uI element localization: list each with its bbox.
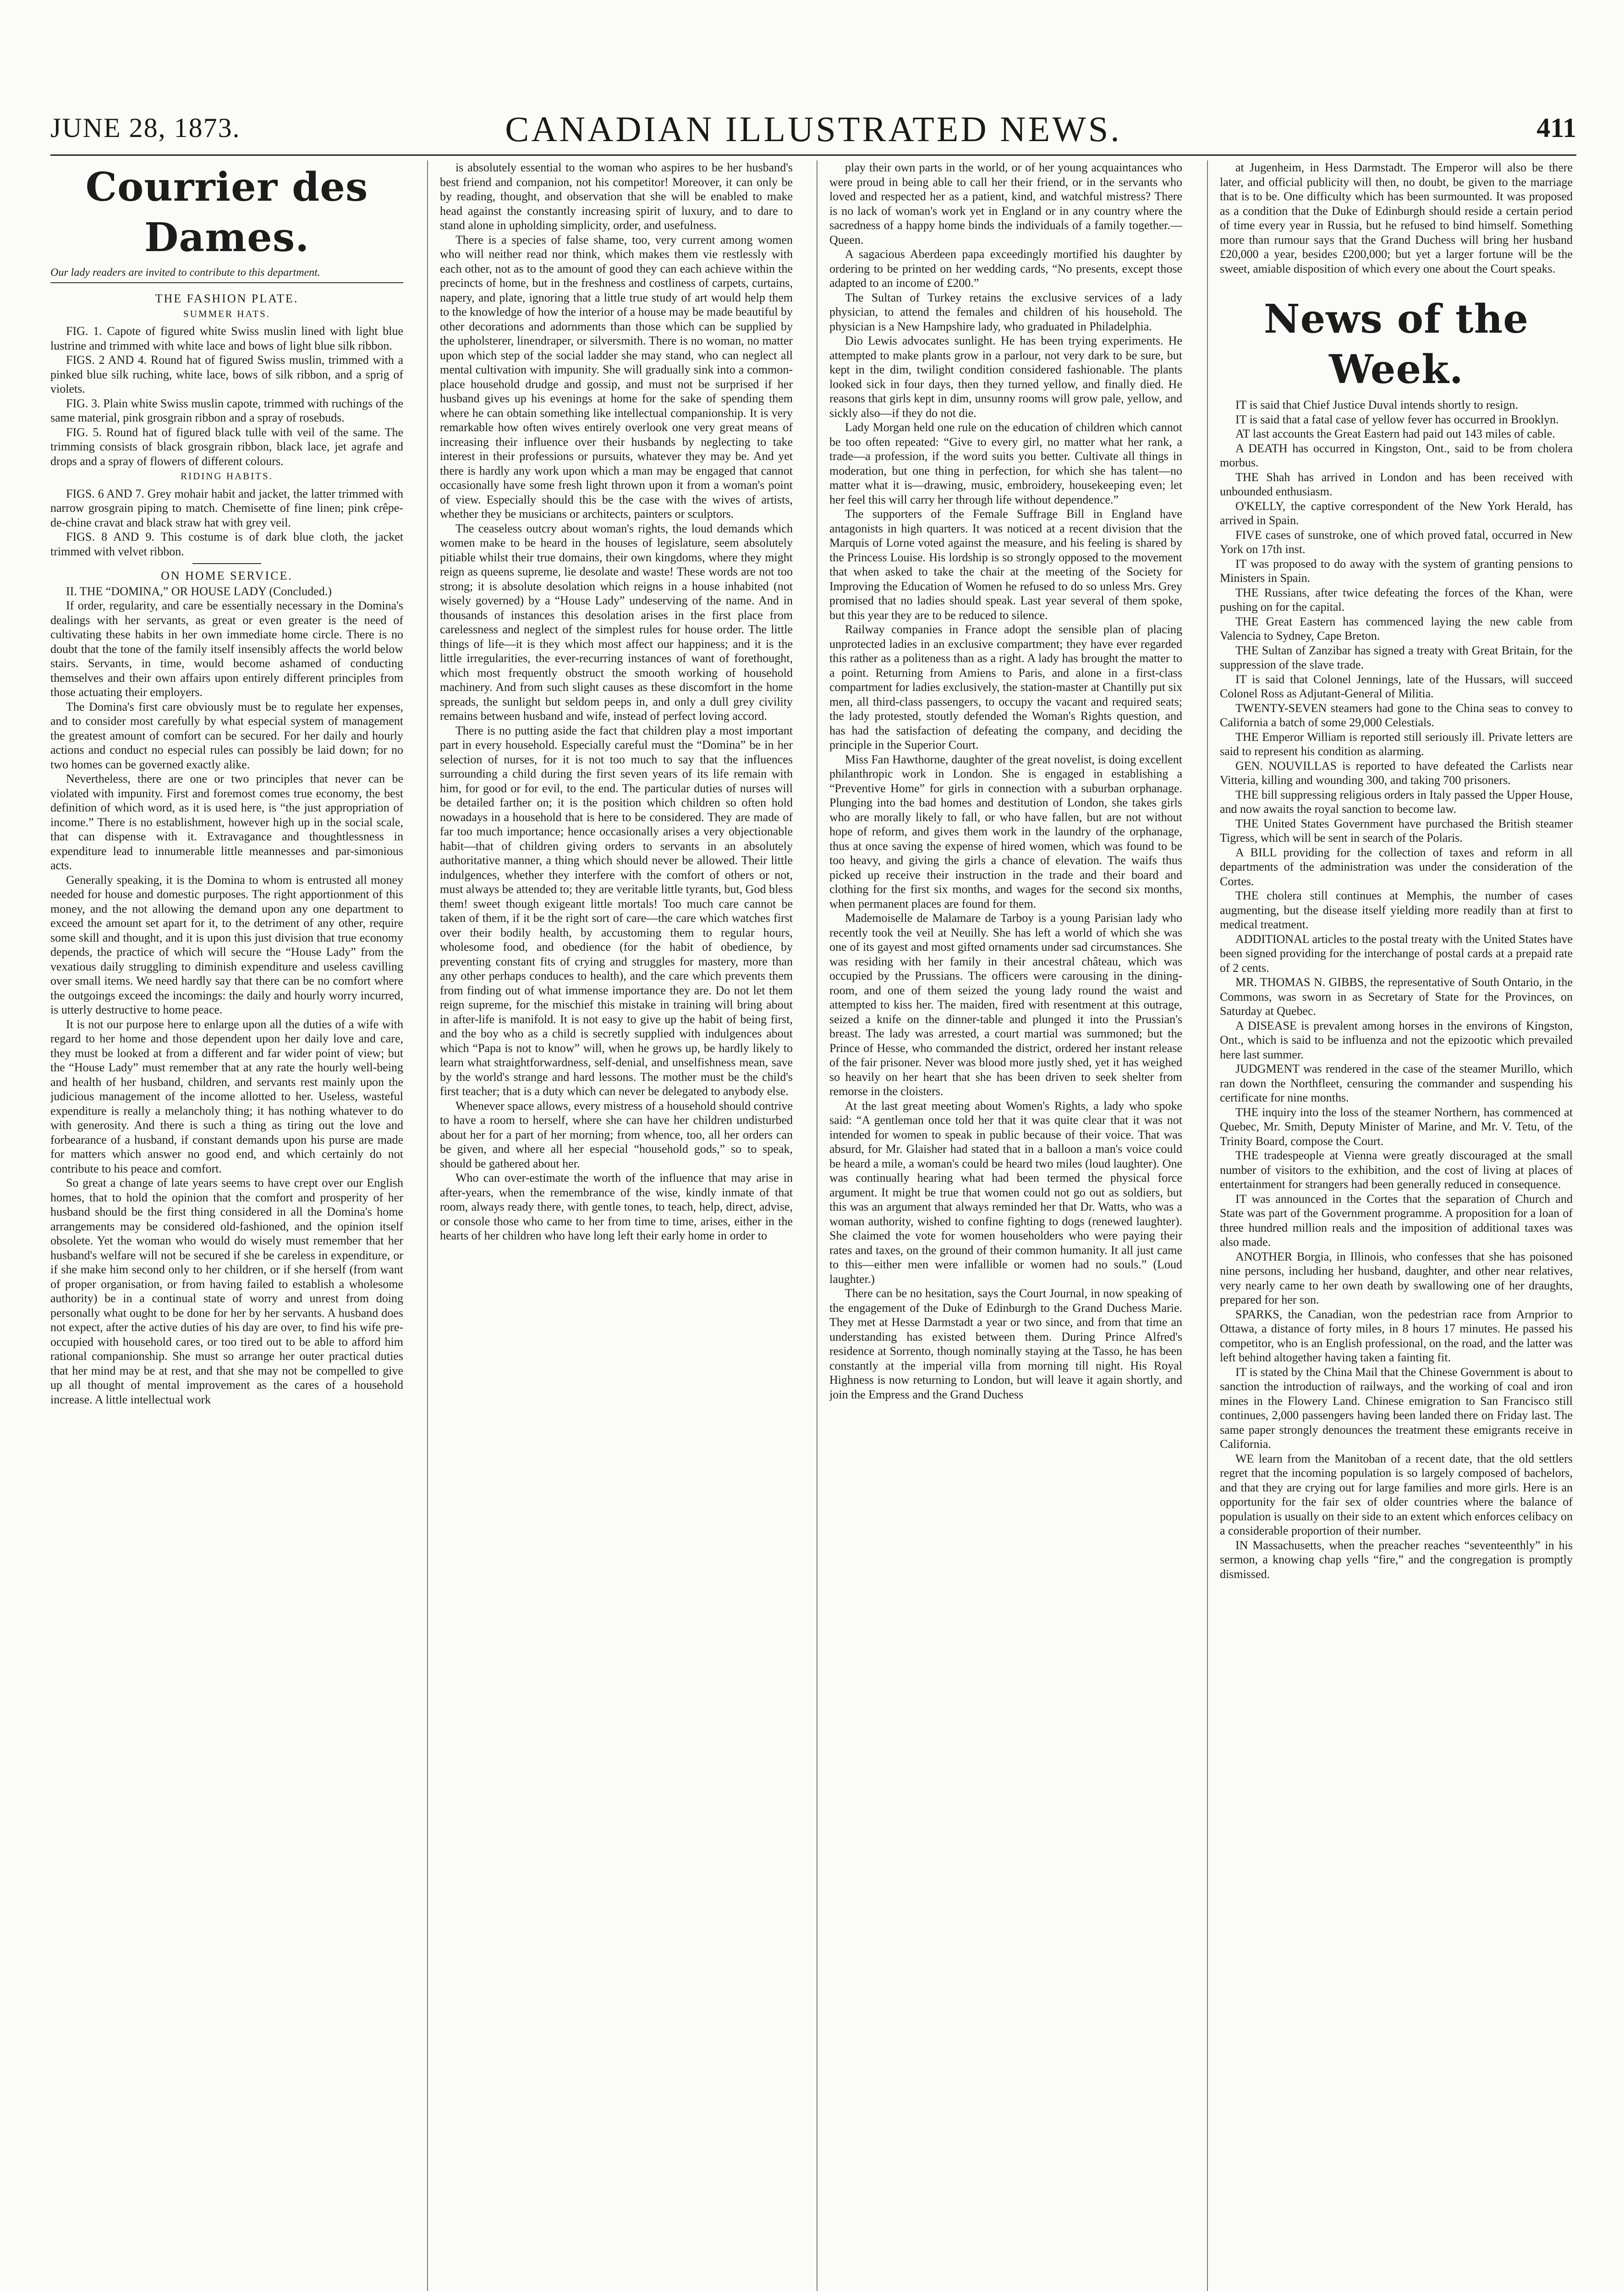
column-4: [1220, 160, 1573, 2291]
summer-hats-heading: SUMMER HATS.: [183, 308, 271, 319]
article-paragraph: At the last great meeting about Women's Rights, a lady who spoke said: “A gentleman once told her that it was quite clear that it was not intended for women to speak in public because of their voice. That was absurd, for Mr. Glaisher had stated that in a balloon a man's voice could be heard a mile, a woman's could be heard two miles (loud laughter). One was continually hearing what had been termed the physical force argument. It might be true that women could not go out as soldiers, but this was an argument that always reminded her that Dr. Watts, who was a woman authority, wished to confine fighting to dogs (renewed laughter). She claimed the vote for women householders who were paying their rates and taxes, on the ground of their common humanity. It all just came to this—either men were infallible or women had no souls.” (Loud laughter.): [829, 1099, 1182, 1286]
news-item: WE learn from the Manitoban of a recent date, that the old settlers regret that the incoming population is so largely composed of bachelors, and that they are crying out for large families and more girls. Here is an opportunity for the fair sex of older countries where the balance of population is usually on their side to an extent which enforces celibacy on a considerable proportion of their number.: [1220, 1452, 1573, 1537]
news-item: FIVE cases of sunstroke, one of which proved fatal, occurred in New York on 17th inst.: [1220, 528, 1573, 556]
page-number: 411: [1536, 113, 1576, 143]
column-3: [829, 160, 1182, 2291]
article-paragraph: There can be no hesitation, says the Court Journal, in now speaking of the engagement of the Duke of Edinburgh to the Grand Duchess Marie. They met at Hesse Darmstadt a year or two since, and from that time an understanding has existed between them. During Prince Alfred's residence at Sorrento, though nominally staying at the Tasso, he has been constantly at the imperial villa from morning till night. His Royal Highness is now returning to London, but will leave it again shortly, and join the Empress and the Grand Duchess: [829, 1287, 1182, 1401]
masthead: [50, 103, 1576, 153]
article-paragraph: Dio Lewis advocates sunlight. He has been trying experiments. He attempted to make plants grow in a parlour, not very dark to be sure, but kept in the dim, twilight condition considered fashionable. The plants looked sick in four days, then they turned yellow, and finally died. He reasons that girls kept in dim, unsunny rooms will grow pale, yellow, and sickly also—if they do not die.: [829, 334, 1182, 420]
news-item: A DEATH has occurred in Kingston, Ont., said to be from cholera morbus.: [1220, 441, 1573, 469]
fashion-item: FIGS. 8 AND 9. This costume is of dark blue cloth, the jacket trimmed with velvet ribbon.: [50, 530, 403, 558]
column-divider: [427, 160, 428, 2291]
section-title-news: News of the Week.: [1264, 296, 1529, 393]
column-divider: [1207, 160, 1208, 2291]
home-service-body: [50, 598, 403, 1407]
news-item: AT last accounts the Great Eastern had paid out 143 miles of cable.: [1235, 427, 1555, 440]
section-divider: [192, 563, 261, 564]
news-item: JUDGMENT was rendered in the case of the steamer Murillo, which ran down the Northfleet, censuring the commander and suspending his certificate for nine months.: [1220, 1062, 1573, 1104]
news-item: GEN. NOUVILLAS is reported to have defeated the Carlists near Vitteria, killing and wounding 300, and taking 700 prisoners.: [1220, 759, 1573, 787]
news-item: IT was proposed to do away with the system of granting pensions to Ministers in Spain.: [1220, 557, 1573, 585]
fashion-item: FIG. 3. Plain white Swiss muslin capote, trimmed with ruchings of the same material, pink grosgrain ribbon and a spray of rosebuds.: [50, 396, 403, 424]
news-item: THE Great Eastern has commenced laying the new cable from Valencia to Sydney, Cape Breton.: [1220, 614, 1573, 642]
column-3-body: [829, 160, 1182, 1402]
riding-habits-list: [50, 487, 403, 559]
article-paragraph: A sagacious Aberdeen papa exceedingly mortified his daughter by ordering to be printed on her wedding cards, “No presents, except those adapted to an income of £200.”: [829, 247, 1182, 290]
news-item: IT is said that Colonel Jennings, late of the Hussars, will succeed Colonel Ross as Adjutant-General of Militia.: [1220, 672, 1573, 700]
article-paragraph: Miss Fan Hawthorne, daughter of the great novelist, is doing excellent philanthropic work in London. She is engaged in establishing a “Preventive Home” for girls in connection with a suburban orphanage. Plunging into the bad homes and destitution of London, she takes girls who are morally likely to fall, or who have fallen, but are not without hope of reform, and gives them work in the laundry of the orphanage, thus at once saving the expense of hired women, which was found to be too heavy, and giving the girls a chance of elevation. The waifs thus picked up receive their instruction in the trade and their board and clothing for the first six months, and wages for the second six months, when permanent places are found for them.: [829, 752, 1182, 910]
news-item: O'KELLY, the captive correspondent of the New York Herald, has arrived in Spain.: [1220, 499, 1573, 527]
article-paragraph: Railway companies in France adopt the sensible plan of placing unprotected ladies in an exclusive compartment; they have ever regarded this rather as a politeness than as a right. A lady has brought the matter to a point. Returning from Amiens to Paris, and alone in a first-class compartment for ladies exclusively, the station-master at Chantilly put six men, all third-class passengers, to occupy the vacant and required seats; the lady protested, stoutly defended the Woman's Rights question, and has had the satisfaction of defeating the company, and deciding the principle in the Superior Court.: [829, 623, 1182, 751]
summer-hats-list: [50, 324, 403, 468]
news-item: THE Shah has arrived in London and has been received with unbounded enthusiasm.: [1220, 470, 1573, 498]
column-4-intro: at Jugenheim, in Hess Darmstadt. The Emperor will also be there later, and official publicity will then, no doubt, be given to the marriage that is to be. One difficulty which has been surmounted. It was proposed as a condition that the Duke of Edinburgh should reside a certain period of time every year in Russia, but he refused to bind himself. Something more than rumour says that the Grand Duchess will bring her husband £20,000 a year, besides £200,000; but yet a larger fortune will be the sweet, amiable disposition of which every one about the Court speaks.: [1220, 161, 1573, 275]
section-invitation: Our lady readers are invited to contribute to this department.: [50, 266, 403, 283]
column-2-body: [440, 160, 793, 1243]
news-item: THE cholera still continues at Memphis, the number of cases augmenting, but the disease itself yielding more readily than at first to medical treatment.: [1220, 889, 1573, 931]
news-items: [1220, 398, 1573, 1581]
news-item: TWENTY-SEVEN steamers had gone to the China seas to convey to California a batch of some 29,000 Celestials.: [1220, 701, 1573, 729]
home-service-subtitle: II. THE “DOMINA,” OR HOUSE LADY (Concluded.): [66, 584, 332, 598]
article-paragraph: If order, regularity, and care be essentially necessary in the Domina's dealings with her servants, as great or even greater is the need of cultivating these habits in her own immediate home circle. There is no doubt that the tone of the family itself insensibly affects the world below stairs. Servants, in time, would become ashamed of conducting themselves and their own affairs upon entirely different principles from those actuating their employers.: [50, 599, 403, 699]
issue-date: JUNE 28, 1873.: [50, 113, 241, 143]
article-paragraph: play their own parts in the world, or of her young acquaintances who were proud in being able to call her their friend, or in the servants who loved and respected her as a patient, kind, and watchful mistress? There is no lack of woman's work yet in England or in any country where the sacredness of a happy home binds the individuals of a family together.—Queen.: [829, 161, 1182, 247]
article-paragraph: Whenever space allows, every mistress of a household should contrive to have a room to herself, where she can have her children undisturbed about her for a part of her morning; from whence, too, all her orders can be given, and where all her especial “household gods,” so to speak, should be gathered about her.: [440, 1099, 793, 1170]
article-paragraph: The supporters of the Female Suffrage Bill in England have antagonists in high quarters. It was noticed at a recent division that the Marquis of Lorne voted against the measure, and his feeling is shared by the Princess Louise. His lordship is so strongly opposed to the movement that when asked to take the chair at the meeting of the Society for Improving the Education of Women he refused to do so unless Mrs. Grey promised that no ladies should speak. Last year several of them spoke, but this year they are to be reduced to silence.: [829, 507, 1182, 622]
news-item: ADDITIONAL articles to the postal treaty with the United States have been signed providing for the interchange of postal cards at a prepaid rate of 2 cents.: [1220, 932, 1573, 975]
article-paragraph: So great a change of late years seems to have crept over our English homes, that to hold the opinion that the comfort and prosperity of her husband should be the first thing considered in all the Domina's home arrangements may be considered old-fashioned, and the opinion itself obsolete. Yet the woman who would do wisely must remember that her husband's welfare will not be secured if she be careless in expenditure, or if she make him second only to her children, or if she herself (from want of proper organisation, or from having failed to establish a wholesome authority) be in a continual state of worry and unrest from doing personally what ought to be done for her by her servants. A husband does not expect, after the active duties of his day are over, to find his wife pre-occupied with household cares, or too tired out to be able to afford him rational companionship. She must so arrange her outer practical duties that her mind may be at rest, and that she may not be compelled to give up all thought of mental improvement as the cares of a household increase. A little intellectual work: [50, 1176, 403, 1406]
news-item: THE inquiry into the loss of the steamer Northern, has commenced at Quebec, Mr. Smith, Deputy Minister of Marine, and Mr. V. Tetu, of the Trinity Board, compose the Court.: [1220, 1105, 1573, 1148]
column-1: [50, 160, 403, 2291]
news-item: A DISEASE is prevalent among horses in the environs of Kingston, Ont., which is said to be influenza and not the epizootic which prevailed here last summer.: [1220, 1019, 1573, 1061]
news-item: IT is said that Chief Justice Duval intends shortly to resign.: [1235, 398, 1518, 411]
article-paragraph: There is a species of false shame, too, very current among women who will neither read nor think, which makes them vie restlessly with each other, not as to the amount of good they can each achieve within the precincts of home, but in the freshness and costliness of carpets, curtains, napery, and plate, ignoring that a little true study of art would help them to the knowledge of how the interior of a house may be made beautiful by other decorations and adornments than those which can be supplied by the upholsterer, linendraper, or silversmith. There is no woman, no matter upon which step of the social ladder she may stand, who can neglect all mental cultivation with impunity. She will gradually sink into a common-place household drudge and gossip, and must not be surprised if her husband gives up his evenings at home for the sake of spending them where he can obtain something like intellectual companionship. It is very remarkable how often wives entirely overlook one very great means of increasing their influence over their husbands by neglecting to take interest in their professions or pursuits, whatever they may be. And yet there is hardly any work upon which a man may be engaged that cannot occasionally have some fresh light thrown upon it from a woman's point of view. Especially should this be the case with the wives of artists, whether they be musicians or architects, painters or sculptors.: [440, 233, 793, 521]
newspaper-title: CANADIAN ILLUSTRATED NEWS.: [505, 109, 1122, 149]
riding-habits-heading: RIDING HABITS.: [181, 471, 273, 482]
fashion-item: FIG. 1. Capote of figured white Swiss muslin lined with light blue lustrine and trimmed with white lace and bows of light blue silk ribbon.: [50, 324, 403, 352]
masthead-rule: [50, 154, 1576, 156]
news-item: IT is stated by the China Mail that the Chinese Government is about to sanction the introduction of railways, and the working of coal and iron mines in the Flowery Land. Chinese emigration to San Francisco still continues, 2,000 passengers having been landed there on Friday last. The same paper strongly denounces the treatment these emigrants receive in California.: [1220, 1365, 1573, 1451]
news-item: THE Russians, after twice defeating the forces of the Khan, were pushing on for the capital.: [1220, 586, 1573, 614]
news-item: MR. THOMAS N. GIBBS, the representative of South Ontario, in the Commons, was sworn in as Secretary of State for the Provinces, on Saturday at Quebec.: [1220, 976, 1573, 1018]
section-title-courrier: Courrier des Dames.: [85, 164, 368, 261]
column-2: [440, 160, 793, 2291]
news-item: THE Emperor William is reported still seriously ill. Private letters are said to represent his condition as alarming.: [1220, 730, 1573, 758]
fashion-item: FIGS. 6 AND 7. Grey mohair habit and jacket, the latter trimmed with narrow grosgrain piping to match. Chemisette of fine linen; pink crêpe-de-chine cravat and black straw hat with grey veil.: [50, 487, 403, 529]
article-paragraph: Mademoiselle de Malamare de Tarboy is a young Parisian lady who recently took the veil at Neuilly. She has left a world of which she was one of its gayest and most gifted ornaments under sad circumstances. She was residing with her family in their ancestral château, which was occupied by the Prussians. The officers were carousing in the dining-room, and one of them seized the young lady round the waist and attempted to kiss her. The maiden, fired with resentment at this outrage, seized a knife on the dinner-table and plunged it into the Prussian's breast. The lady was arrested, a court martial was summoned; but the Prince of Hesse, who commanded the district, ordered her instant release of the fair prisoner. Never was blood more justly shed, yet it has weighed so heavily on her heart that she has been driven to seek shelter from remorse in the cloisters.: [829, 911, 1182, 1098]
fashion-item: FIGS. 2 AND 4. Round hat of figured Swiss muslin, trimmed with a pinked blue silk ruching, white lace, bows of silk ribbon, and a sprig of violets.: [50, 353, 403, 395]
news-item: IT was announced in the Cortes that the separation of Church and State was part of the Government programme. A proposition for a loan of three hundred million reals and the imposition of additional taxes was also made.: [1220, 1192, 1573, 1249]
news-item: THE bill suppressing religious orders in Italy passed the Upper House, and now awaits the royal sanction to become law.: [1220, 788, 1573, 816]
home-service-heading: ON HOME SERVICE.: [161, 569, 293, 582]
article-paragraph: Who can over-estimate the worth of the influence that may arise in after-years, when the remembrance of the wise, kindly inmate of that room, always ready there, with gentle tones, to teach, help, direct, advise, or console those who came to her from time to time, arises, either in the hearts of her children who have long left their early home in order to: [440, 1171, 793, 1242]
fashion-plate-heading: THE FASHION PLATE.: [155, 292, 299, 305]
news-item: IT is said that a fatal case of yellow fever has occurred in Brooklyn.: [1235, 412, 1559, 426]
article-paragraph: The ceaseless outcry about woman's rights, the loud demands which women make to be heard in the houses of legislature, seem absolutely pitiable whilst their true domains, their own kingdoms, where they might reign as queens supreme, lie desolate and waste! These words are not too strong; it is absolute desolation which reigns in a house inhabited (not wisely governed) by a “House Lady” undeserving of the name. And in thousands of instances this desolation arises in the first place from carelessness and neglect of the simplest rules for house order. The little things of life—it is they which most affect our happiness; and it is the little irregularities, the ever-recurring instances of want of forethought, which most frequently obstruct the smooth working of household machinery. And from such slight causes as these discomfort in the home spreads, the sunlight but seldom peeps in, and only a dull grey civility remains between husband and wife, instead of perfect loving accord.: [440, 521, 793, 723]
news-item: SPARKS, the Canadian, won the pedestrian race from Arnprior to Ottawa, a distance of forty miles, in 8 hours 17 minutes. He passed his competitor, who is an English professional, on the road, and the latter was left behind altogether having taken a fainting fit.: [1220, 1307, 1573, 1364]
article-paragraph: It is not our purpose here to enlarge upon all the duties of a wife with regard to her home and those dependent upon her daily love and care, they must be looked at from a different and far wider point of view; but the “House Lady” must remember that at any rate the hourly well-being and health of her husband, children, and servants rest mainly upon the judicious management of the income allotted to her. Useless, wasteful expenditure is really a melancholy thing; it has nothing whatever to do with generosity. And there is such a thing as tiring out the love and forbearance of a husband, if constant demands upon his purse are made for matters which answer no good end, and which certainly do not contribute to his peace and comfort.: [50, 1017, 403, 1175]
news-item: IN Massachusetts, when the preacher reaches “seventeenthly” in his sermon, a knowing chap yells “fire,” and the congregation is promptly dismissed.: [1220, 1538, 1573, 1581]
article-paragraph: is absolutely essential to the woman who aspires to be her husband's best friend and companion, not his competitor! Moreover, it can only be by reading, thought, and observation that she will be enabled to make head against the constantly increasing spirit of luxury, and to dare to stand alone in upholding simplicity, order, and usefulness.: [440, 161, 793, 232]
fashion-item: FIG. 5. Round hat of figured black tulle with veil of the same. The trimming consists of black grosgrain ribbon, black lace, jet agrafe and drops and a spray of flowers of different colours.: [50, 425, 403, 468]
news-item: THE United States Government have purchased the British steamer Tigress, which will be sent in search of the Polaris.: [1220, 817, 1573, 844]
news-item: THE tradespeople at Vienna were greatly discouraged at the small number of visitors to the exhibition, and the cost of living at places of entertainment for strangers had been generally reduced in consequence.: [1220, 1149, 1573, 1191]
article-paragraph: There is no putting aside the fact that children play a most important part in every household. Especially careful must the “Domina” be in her selection of nurses, for it is not too much to say that the influences surrounding a child during the first seven years of its life remain with him, for good or for evil, to the end. The particular duties of nurses will be detailed farther on; it is the position which children so often hold nowadays in a household that is here to be considered. They are made of far too much importance; hence occasionally arises a very objectionable habit—that of children giving orders to servants in an absolutely authoritative manner, a thing which should never be allowed. Their little indulgences, whether they interfere with the comfort of others or not, must always be attended to; they are veritable little tyrants, but, God bless them! sweet though exigeant little mortals! Too much care cannot be taken of them, if it be the right sort of care—the care which watches first over their bodily health, by accustoming them to regular hours, wholesome food, and obedience (for the habit of obedience, by preventing constant fits of crying and struggles for mastery, more than any other perhaps conduces to health), and the care which prevents them from finding out of what immense importance they are. Do not let them reign supreme, for the mischief this mistake in training will bring about in after-life is manifold. It is not easy to give up the habit of being first, and the boy who as a child is secretly supplied with indulgences about which “Papa is not to know” will, when he grows up, be hardly likely to learn what straightforwardness, self-denial, and unselfishness mean, save by the world's strange and hard lessons. The mother must be the child's first teacher; that is a duty which can never be delegated to anybody else.: [440, 723, 793, 1098]
news-item: A BILL providing for the collection of taxes and reform in all departments of the administration was under the consideration of the Cortes.: [1220, 845, 1573, 888]
article-paragraph: Generally speaking, it is the Domina to whom is entrusted all money needed for house and domestic purposes. The right apportionment of this money, and the not allowing the demand upon any one department to exceed the amount set apart for it, to the detriment of any other, require some skill and thought, and it is upon this just division that true economy depends, the practice of which will secure the “House Lady” from the vexatious daily struggling to diminish expenditure and useless cavilling over small items. We need hardly say that there can be no comfort where the outgoings exceed the incomings: the daily and hourly worry incurred, is utterly destructive to home peace.: [50, 873, 403, 1016]
article-paragraph: The Sultan of Turkey retains the exclusive services of a lady physician, to attend the females and children of his household. The physician is a New Hampshire lady, who graduated in Philadelphia.: [829, 290, 1182, 333]
news-item: ANOTHER Borgia, in Illinois, who confesses that she has poisoned nine persons, including her husband, daughter, and other near relatives, very nearly came to her own death by swallowing one of her draughts, prepared for her son.: [1220, 1250, 1573, 1306]
news-item: THE Sultan of Zanzibar has signed a treaty with Great Britain, for the suppression of the slave trade.: [1220, 643, 1573, 671]
article-paragraph: Lady Morgan held one rule on the education of children which cannot be too often repeated: “Give to every girl, no matter what her rank, a trade—a profession, if the word suits you better. Cultivate all things in moderation, but one thing in perfection, for which she has talent—no matter what it is—drawing, music, embroidery, housekeeping even; let her feel this will carry her through life without dependence.”: [829, 421, 1182, 506]
article-paragraph: The Domina's first care obviously must be to regulate her expenses, and to consider most carefully by what especial system of management the greatest amount of comfort can be secured. For her daily and hourly actions and conduct no especial rules can possibly be laid down; for no two homes can be governed exactly alike.: [50, 700, 403, 771]
article-paragraph: Nevertheless, there are one or two principles that never can be violated with impunity. First and foremost comes true economy, the best definition of which word, as it is used here, is “the just appropriation of income.” There is no establishment, however high up in the social scale, that can dispense with it. Extravagance and thoughtlessness in expenditure lead to innumerable little meannesses and par-simonious acts.: [50, 772, 403, 872]
